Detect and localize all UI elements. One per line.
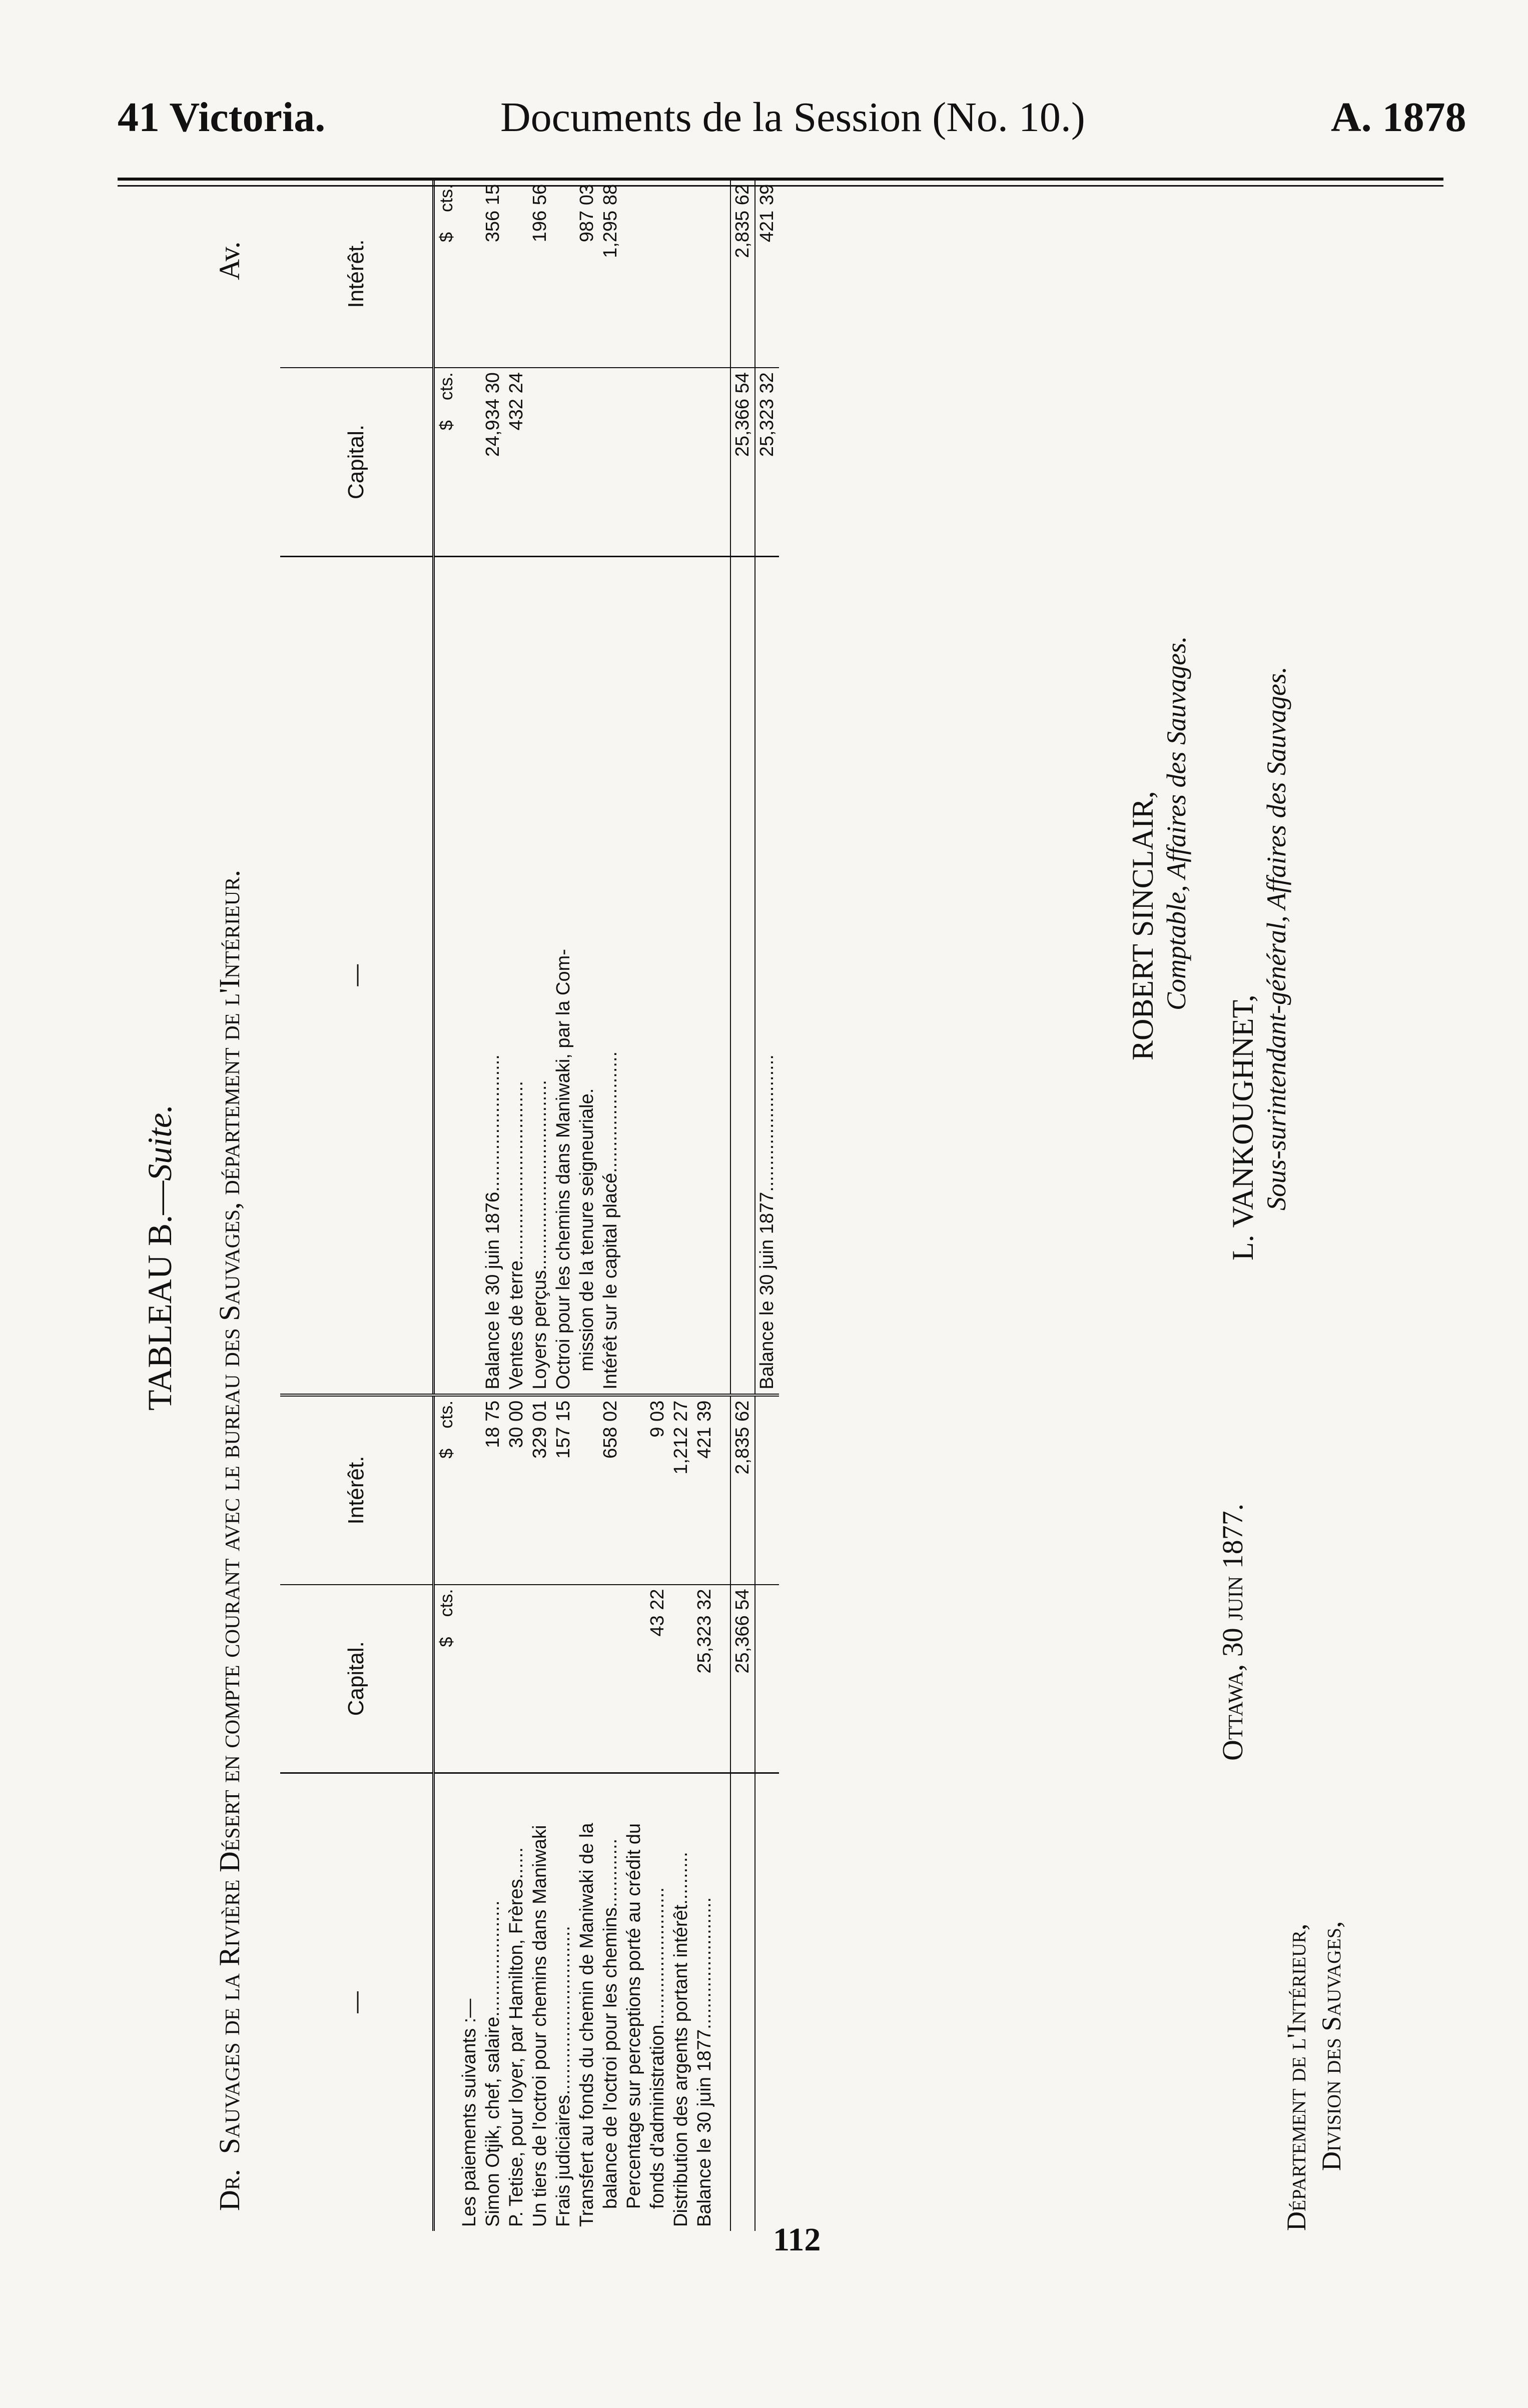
credit-row-interet: 356 15 [482, 184, 503, 243]
balance-row [755, 180, 779, 2231]
debit-capital-header: Capital. [280, 1585, 434, 1773]
ledger-body [434, 180, 780, 2231]
debit-desc-header: — [280, 1773, 434, 2231]
debit-row-capital [552, 1585, 575, 1773]
ledger-row [575, 180, 599, 2231]
debit-row-interet: 157 15 [552, 1395, 575, 1585]
header-center: Documents de la Session (No. 10.) [500, 94, 1085, 141]
subtitle-av: Av. [213, 241, 246, 280]
account-subtitle [213, 870, 246, 2211]
debit-row-desc: Simon Otjik, chef, salaire...................... [481, 1773, 505, 2231]
subtitle-text: Sauvages de la Rivière Désert en compte courant avec le bureau des Sauvages, département de l'Intérieur. [213, 869, 246, 2154]
header-left: 41 Victoria. [118, 94, 326, 141]
department-line-2: Division des Sauvages, [1316, 1921, 1346, 2171]
unit-cts: cts. [436, 184, 456, 213]
ledger-table [280, 180, 779, 2231]
unit-dollar: $ [436, 420, 456, 431]
unit-cts: cts. [436, 372, 456, 401]
debit-row-interet: 30 00 [505, 1395, 528, 1585]
ledger-row [505, 180, 528, 2231]
title-main: TABLEAU B.— [141, 1180, 179, 1411]
debit-row-interet: 329 01 [528, 1395, 552, 1585]
rotated-page-body [115, 110, 1396, 2261]
credit-capital-header: Capital. [280, 368, 434, 556]
signature-2-name: L. VANKOUGHNET, [1226, 994, 1259, 1261]
credit-row-interet: 987 03 [576, 184, 597, 243]
ledger-row [552, 180, 575, 2231]
credit-row-desc: Intérêt sur le capital placé....................... [599, 556, 622, 1395]
credit-row-interet: 196 56 [529, 184, 550, 243]
credit-row-capital: 24,934 30 [481, 368, 505, 556]
debit-row-desc: Balance le 30 juin 1877......................... [693, 1773, 716, 2231]
credit-row-desc: Balance le 30 juin 1876.......................... [481, 556, 505, 1395]
debit-row-capital: 43 22 [646, 1585, 669, 1773]
unit-dollar: $ [436, 1637, 456, 1647]
debit-row-capital: 25,323 32 [693, 1585, 716, 1773]
credit-row-capital [552, 368, 575, 556]
debit-row-capital [505, 1585, 528, 1773]
ledger-row [693, 180, 716, 2231]
credit-total-interet: 2,835 62 [730, 180, 755, 368]
debit-row-desc: fonds d'administration.......................... [646, 1773, 669, 2231]
subtitle-dr: Dr. [213, 2169, 246, 2211]
debit-row-interet: 421 39 [693, 1395, 716, 1585]
credit-row-capital [528, 368, 552, 556]
unit-cts: cts. [436, 1400, 456, 1429]
unit-cts: cts. [436, 1589, 456, 1617]
debit-heading-row [458, 180, 481, 2231]
debit-row-interet: 1,212 27 [669, 1395, 693, 1585]
ledger-row [599, 180, 622, 2231]
header-right: A. 1878 [1331, 94, 1466, 141]
credit-row-desc: Ventes de terre.................................. [505, 556, 528, 1395]
debit-row-interet: 18 75 [481, 1395, 505, 1585]
debit-row-capital [599, 1585, 622, 1773]
debit-row-desc: Transfert au fonds du chemin de Maniwaki de la [575, 1773, 599, 2231]
credit-row-capital [575, 368, 599, 556]
credit-balance-interet: 421 39 [756, 184, 778, 243]
credit-row-capital: 432 24 [505, 368, 528, 556]
debit-heading: Les paiements suivants :— [458, 1773, 481, 2231]
credit-row-desc: Octroi pour les chemins dans Maniwaki, par la Com- [552, 556, 575, 1395]
debit-row-interet: 658 02 [599, 1395, 622, 1585]
page-number: 112 [773, 2221, 821, 2258]
department-line-1: Département de l'Intérieur, [1281, 1923, 1311, 2231]
unit-dollar: $ [436, 1448, 456, 1459]
place-date: Ottawa, 30 juin 1877. [1216, 1503, 1249, 1761]
credit-balance-capital: 25,323 32 [755, 368, 779, 556]
credit-interet-header: Intérêt. [280, 180, 434, 368]
debit-row-interet [575, 1395, 599, 1585]
debit-row-desc: Distribution des argents portant intérêt.......... [669, 1773, 693, 2231]
debit-row-interet [622, 1395, 646, 1585]
credit-row-interet [505, 180, 528, 368]
page-title [140, 1104, 180, 1411]
credit-row-capital [599, 368, 622, 556]
debit-interet-header: Intérêt. [280, 1395, 434, 1585]
credit-row-interet: 1,295 88 [600, 184, 621, 258]
credit-row-desc: mission de la tenure seigneuriale. [575, 556, 599, 1395]
credit-desc-header: — [280, 556, 434, 1395]
debit-row-desc: Frais judiciaires................................ [552, 1773, 575, 2231]
debit-row-capital [669, 1585, 693, 1773]
signature-2-title: Sous-surintendant-général, Affaires des Sauvages. [1261, 666, 1291, 1211]
debit-row-desc: Un tiers de l'octroi pour chemins dans Maniwaki [528, 1773, 552, 2231]
debit-row-capital [622, 1585, 646, 1773]
signature-1-name: ROBERT SINCLAIR, [1126, 791, 1159, 1060]
ledger-header-row [280, 180, 434, 2231]
debit-row-capital [528, 1585, 552, 1773]
debit-row-interet: 9 03 [646, 1395, 669, 1585]
credit-row-interet [552, 180, 575, 368]
units-row [434, 180, 458, 2231]
credit-balance-desc: Balance le 30 juin 1877.......................... [755, 556, 779, 1395]
ledger-row [646, 180, 669, 2231]
debit-row-capital [575, 1585, 599, 1773]
debit-row-desc: P. Tetise, pour loyer, par Hamilton, Frères...... [505, 1773, 528, 2231]
ledger-row [669, 180, 693, 2231]
debit-total-capital: 25,366 54 [730, 1585, 755, 1773]
debit-row-desc: Percentage sur perceptions porté au crédit du [622, 1773, 646, 2231]
credit-row-desc: Loyers perçus.................................... [528, 556, 552, 1395]
ledger-row [528, 180, 552, 2231]
spacer-row [716, 180, 730, 2231]
credit-total-capital: 25,366 54 [730, 368, 755, 556]
totals-row [730, 180, 755, 2231]
ledger-row [622, 180, 646, 2231]
ledger-row [481, 180, 505, 2231]
signature-1-title: Comptable, Affaires des Sauvages. [1161, 636, 1191, 1010]
debit-row-capital [481, 1585, 505, 1773]
debit-total-interet: 2,835 62 [730, 1395, 755, 1585]
debit-row-desc: balance de l'octroi pour les chemins............. [599, 1773, 622, 2231]
unit-dollar: $ [436, 232, 456, 243]
title-suite: Suite. [141, 1104, 179, 1181]
